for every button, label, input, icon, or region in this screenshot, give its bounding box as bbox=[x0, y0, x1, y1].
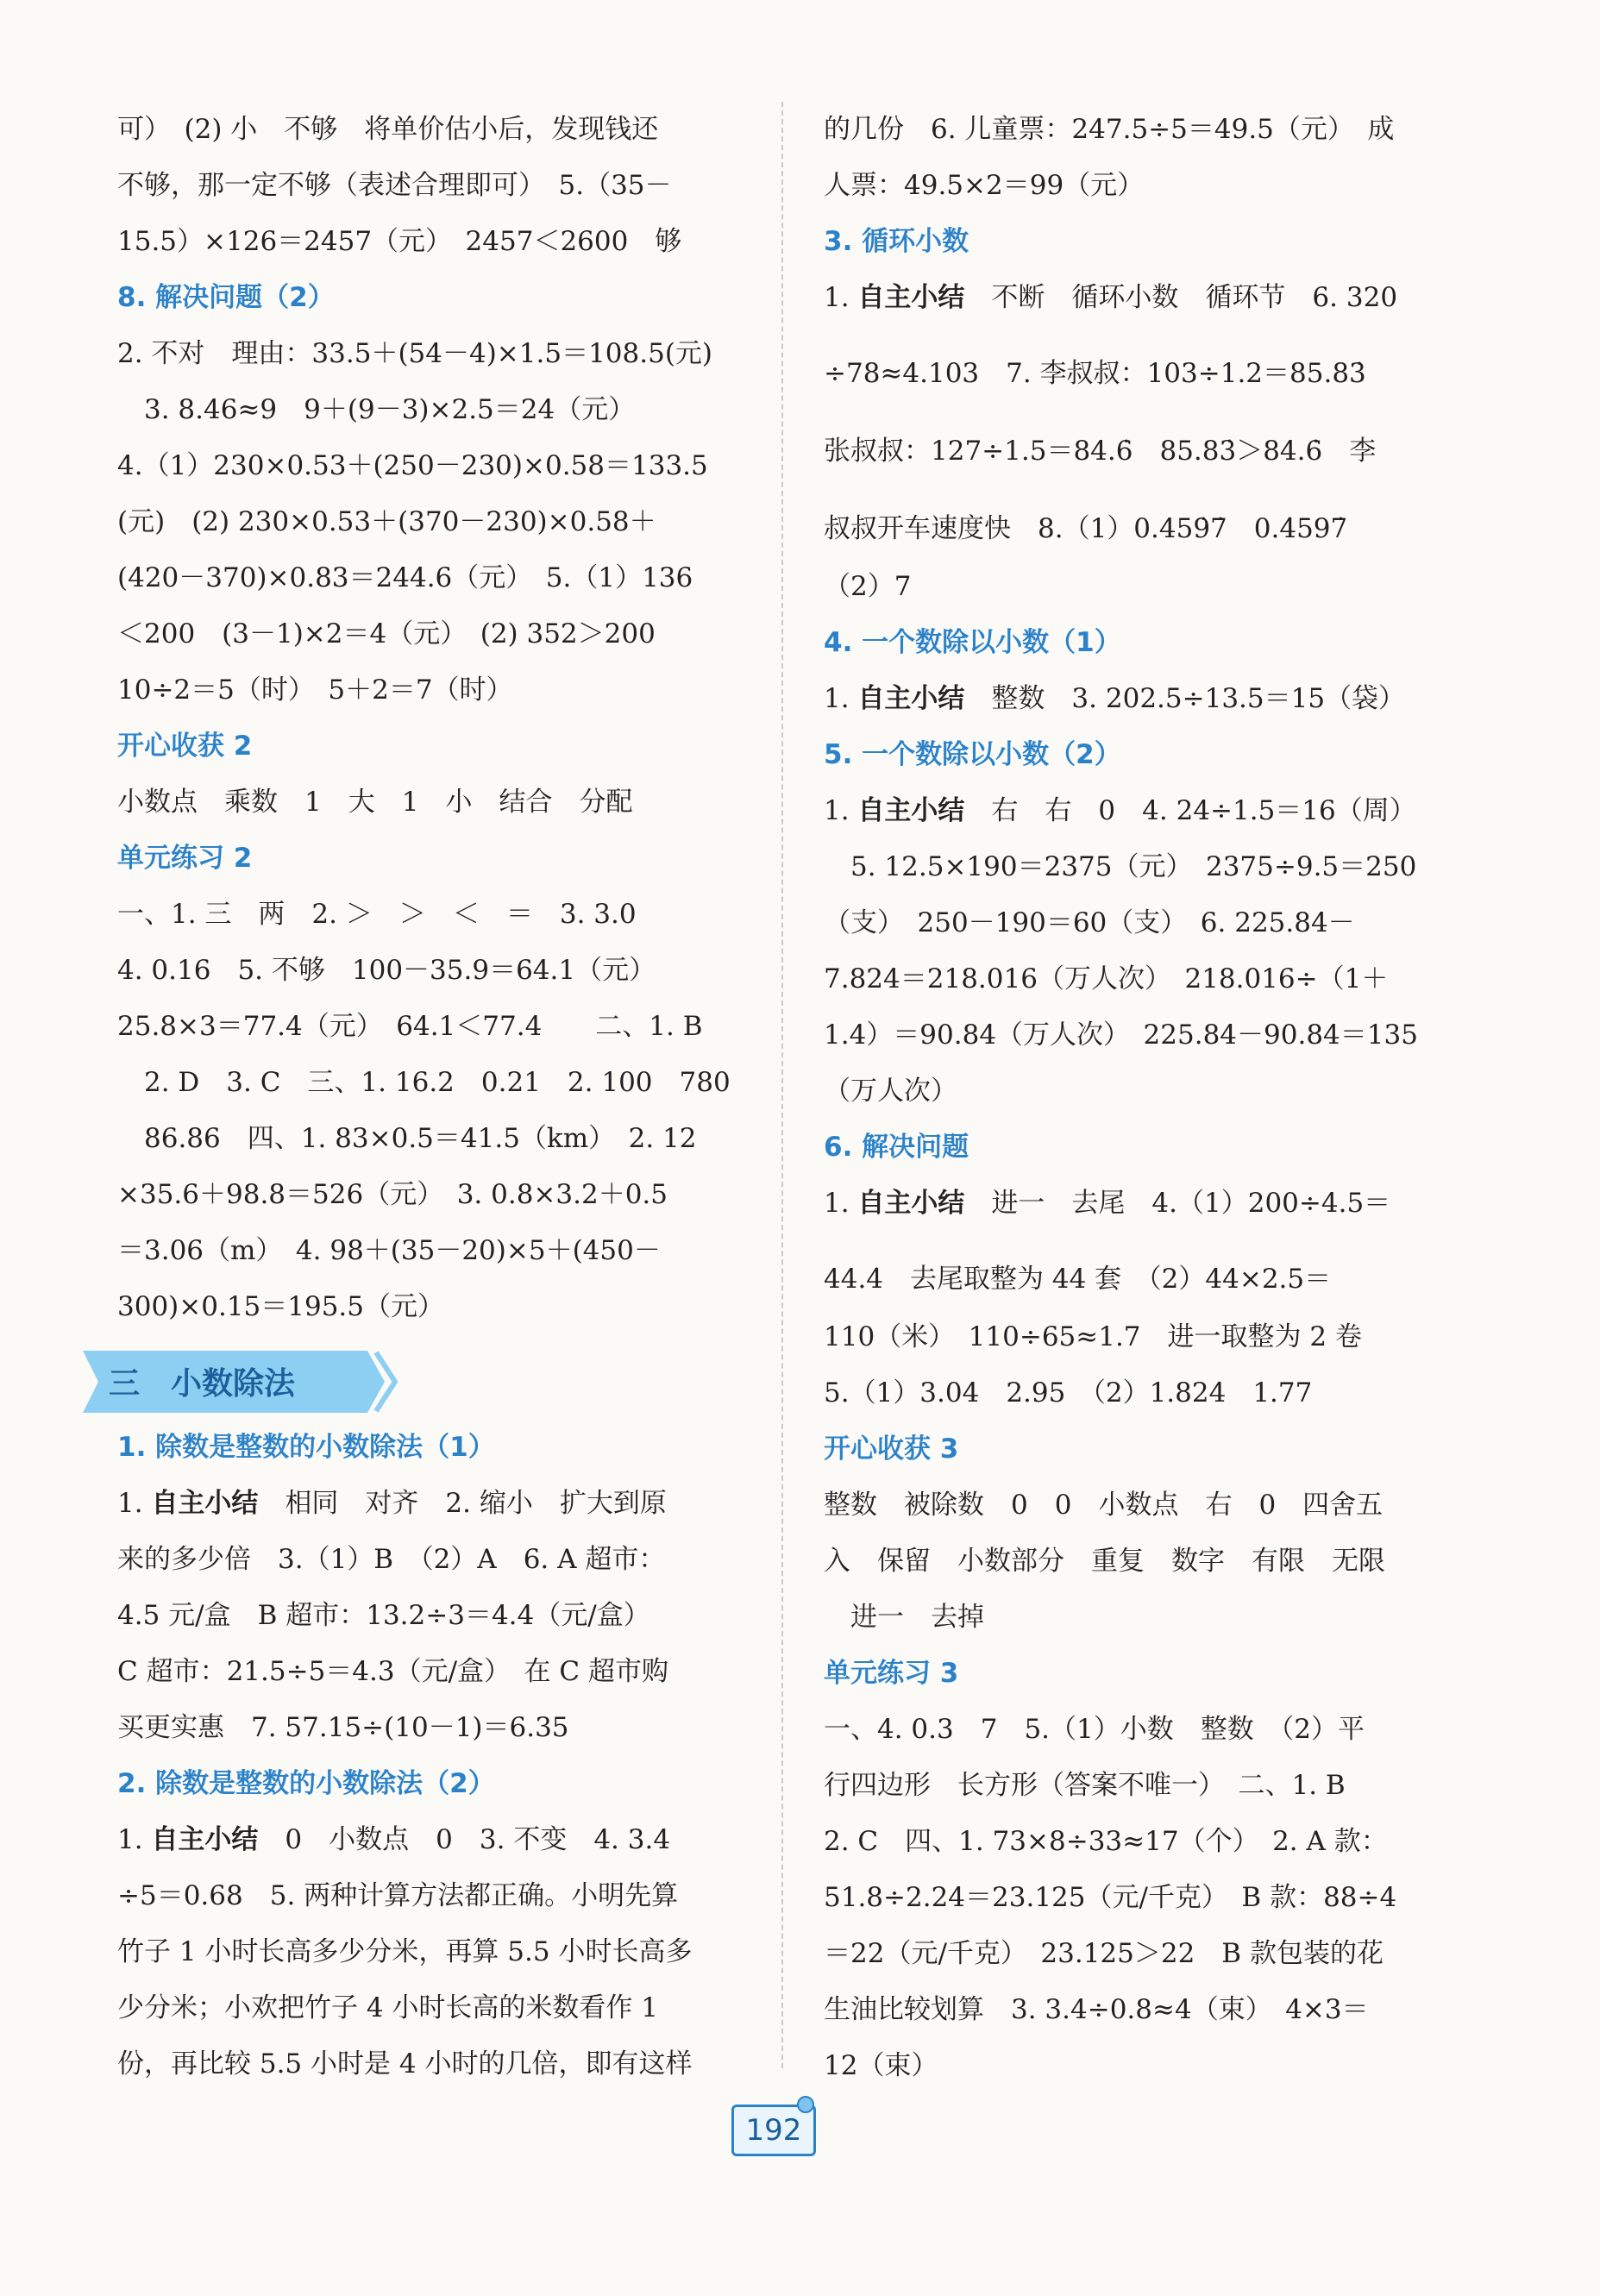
answer-text: 不断 循环小数 循环节 6. 320 bbox=[964, 282, 1398, 313]
answer-line: 1.4）＝90.84（万人次） 225.84－90.84＝135 bbox=[824, 1019, 1418, 1051]
answer-line: 4.（1）230×0.53＋(250－230)×0.58＝133.5 bbox=[117, 450, 708, 481]
column-divider bbox=[781, 102, 783, 2068]
section-banner-title: 三 小数除法 bbox=[109, 1366, 296, 1402]
left-column bbox=[109, 102, 735, 2092]
answer-line: (420－370)×0.83＝244.6（元） 5.（1）136 bbox=[117, 562, 693, 593]
right-column bbox=[824, 102, 1445, 2094]
answer-line: 5. 12.5×190＝2375（元） 2375÷9.5＝250 bbox=[824, 851, 1417, 882]
answer-line bbox=[824, 270, 1445, 326]
answer-line: 4. 0.16 5. 不够 100－35.9＝64.1（元） bbox=[117, 955, 656, 986]
answer-line: 7.824＝218.016（万人次） 218.016÷（1＋ bbox=[824, 963, 1389, 994]
answer-line: ÷5＝0.68 5. 两种计算方法都正确。小明先算 bbox=[117, 1880, 679, 1911]
answer-line: (元) (2) 230×0.53＋(370－230)×0.58＋ bbox=[117, 506, 656, 537]
answer-number: 1. bbox=[824, 1188, 858, 1219]
answer-line: 的几份 6. 儿童票：247.5÷5＝49.5（元） 成 bbox=[824, 114, 1395, 145]
answer-line bbox=[824, 671, 1445, 727]
section-heading: 开心收获 2 bbox=[117, 731, 253, 762]
section-banner bbox=[83, 1351, 402, 1413]
summary-label: 自主小结 bbox=[857, 795, 965, 826]
section-heading: 8. 解决问题（2） bbox=[117, 282, 335, 313]
answer-line: 300)×0.15＝195.5（元） bbox=[117, 1291, 445, 1322]
answer-line: 5.（1）3.04 2.95 （2）1.824 1.77 bbox=[824, 1377, 1313, 1408]
answer-line: 不够，那一定不够（表述合理即可） 5.（35－ bbox=[117, 170, 672, 201]
answer-line: 一、4. 0.3 7 5.（1）小数 整数 （2）平 bbox=[824, 1714, 1365, 1745]
answer-line: 2. D 3. C 三、1. 16.2 0.21 2. 100 780 bbox=[117, 1067, 731, 1098]
summary-label: 自主小结 bbox=[151, 1488, 259, 1519]
answer-line: ÷78≈4.103 7. 李叔叔：103÷1.2＝85.83̇ bbox=[824, 358, 1366, 389]
answer-number: 1. bbox=[824, 795, 858, 826]
answer-line: 15.5）×126＝2457（元） 2457＜2600 够 bbox=[117, 226, 682, 257]
answer-line bbox=[117, 1812, 735, 1868]
answer-line: 110（米） 110÷65≈1.7 进一取整为 2 卷 bbox=[824, 1321, 1362, 1352]
answer-line: 51.8÷2.24＝23.125（元/千克） B 款：88÷4 bbox=[824, 1882, 1397, 1913]
answer-line: 2. C 四、1. 73×8÷33≈17（个） 2. A 款： bbox=[824, 1826, 1388, 1857]
answer-line: 生油比较划算 3. 3.4÷0.8≈4（束） 4×3＝ bbox=[824, 1994, 1369, 2025]
answer-line: 4.5 元/盒 B 超市：13.2÷3＝4.4（元/盒） bbox=[117, 1600, 650, 1631]
answer-text: 右 右 0 4. 24÷1.5＝16（周） bbox=[964, 795, 1416, 826]
section-heading: 3. 循环小数 bbox=[824, 226, 969, 257]
answer-number: 1. bbox=[117, 1824, 152, 1855]
answer-line: 25.8×3＝77.4（元） 64.1＜77.4 二、1. B bbox=[117, 1011, 703, 1042]
answer-line: 行四边形 长方形（答案不唯一） 二、1. B bbox=[824, 1770, 1346, 1801]
answer-line: ＝22（元/千克） 23.125＞22 B 款包装的花 bbox=[824, 1938, 1384, 1969]
summary-label: 自主小结 bbox=[857, 683, 965, 714]
page-number: 192 bbox=[731, 2105, 816, 2156]
section-heading: 开心收获 3 bbox=[824, 1433, 959, 1465]
answer-line: 12（束） bbox=[824, 2050, 938, 2081]
answer-line: 3. 8.46≈9 9＋(9－3)×2.5＝24（元） bbox=[117, 394, 636, 425]
answer-line: 进一 去掉 bbox=[824, 1602, 984, 1633]
answer-number: 1. bbox=[824, 282, 858, 313]
answer-line: （支） 250－190＝60（支） 6. 225.84－ bbox=[824, 907, 1355, 938]
answer-line: ＝3.06（m） 4. 98＋(35－20)×5＋(450－ bbox=[117, 1235, 661, 1266]
answer-line: 买更实惠 7. 57.15÷(10－1)＝6.35 bbox=[117, 1712, 569, 1743]
section-heading: 单元练习 3 bbox=[824, 1658, 959, 1689]
answer-line: 入 保留 小数部分 重复 数字 有限 无限 bbox=[824, 1546, 1385, 1577]
section-heading: 1. 除数是整数的小数除法（1） bbox=[117, 1432, 495, 1463]
page-number-decoration-icon bbox=[797, 2096, 814, 2113]
answer-line: ＜200 (3－1)×2＝4（元） (2) 352＞200 bbox=[117, 618, 656, 649]
answer-line: 少分米；小欢把竹子 4 小时长高的米数看作 1 bbox=[117, 1992, 659, 2023]
section-heading: 5. 一个数除以小数（2） bbox=[824, 739, 1121, 770]
answer-number: 1. bbox=[824, 683, 858, 714]
summary-label: 自主小结 bbox=[857, 1188, 965, 1219]
answer-text: 相同 对齐 2. 缩小 扩大到原 bbox=[258, 1488, 667, 1519]
answer-line bbox=[824, 783, 1445, 839]
answer-line: C 超市：21.5÷5＝4.3（元/盒） 在 C 超市购 bbox=[117, 1656, 668, 1687]
summary-label: 自主小结 bbox=[857, 282, 965, 313]
summary-label: 自主小结 bbox=[151, 1824, 259, 1855]
answer-line: 份，再比较 5.5 小时是 4 小时的几倍，即有这样 bbox=[117, 2048, 693, 2080]
answer-line: ×35.6＋98.8＝526（元） 3. 0.8×3.2＋0.5 bbox=[117, 1179, 668, 1210]
answer-line: 人票：49.5×2＝99（元） bbox=[824, 170, 1145, 201]
answer-line: 小数点 乘数 1 大 1 小 结合 分配 bbox=[117, 787, 633, 818]
answer-line: 叔叔开车速度快 8.（1）0.459̇7̇ 0.4̇597̇ bbox=[824, 513, 1348, 544]
answer-line: 整数 被除数 0 0 小数点 右 0 四舍五 bbox=[824, 1490, 1384, 1521]
answer-text: 0 小数点 0 3. 不变 4. 3.4 bbox=[258, 1824, 671, 1855]
answer-line: 86.86 四、1. 83×0.5＝41.5（km） 2. 12 bbox=[117, 1123, 697, 1154]
answer-line: 44.4̇ 去尾取整为 44 套 （2）44×2.5＝ bbox=[824, 1264, 1332, 1295]
answer-text: 整数 3. 202.5÷13.5＝15（袋） bbox=[964, 683, 1406, 714]
answer-line bbox=[117, 1476, 735, 1532]
section-heading: 2. 除数是整数的小数除法（2） bbox=[117, 1768, 495, 1799]
answer-line: 来的多少倍 3.（1）B （2）A 6. A 超市： bbox=[117, 1544, 666, 1575]
answer-line: （万人次） bbox=[824, 1076, 957, 1107]
answer-line: （2）7 bbox=[824, 571, 912, 602]
section-heading: 6. 解决问题 bbox=[824, 1132, 969, 1163]
answer-line: 竹子 1 小时长高多少分米，再算 5.5 小时长高多 bbox=[117, 1936, 693, 1967]
section-heading: 单元练习 2 bbox=[117, 843, 253, 874]
answer-line bbox=[824, 1176, 1445, 1232]
section-heading: 4. 一个数除以小数（1） bbox=[824, 627, 1121, 658]
answer-line: 一、1. 三 两 2. ＞ ＞ ＜ ＝ 3. 3.0 bbox=[117, 899, 637, 930]
answer-number: 1. bbox=[117, 1488, 152, 1519]
answer-line: 张叔叔：127÷1.5＝84.6̇ 85.83̇＞84.6̇ 李 bbox=[824, 436, 1377, 467]
answer-line: 10÷2＝5（时） 5＋2＝7（时） bbox=[117, 674, 513, 706]
answer-line: 可） (2) 小 不够 将单价估小后，发现钱还 bbox=[117, 114, 659, 145]
answer-text: 进一 去尾 4.（1）200÷4.5＝ bbox=[964, 1188, 1391, 1219]
answer-line: 2. 不对 理由：33.5＋(54－4)×1.5＝108.5(元) bbox=[117, 338, 713, 369]
